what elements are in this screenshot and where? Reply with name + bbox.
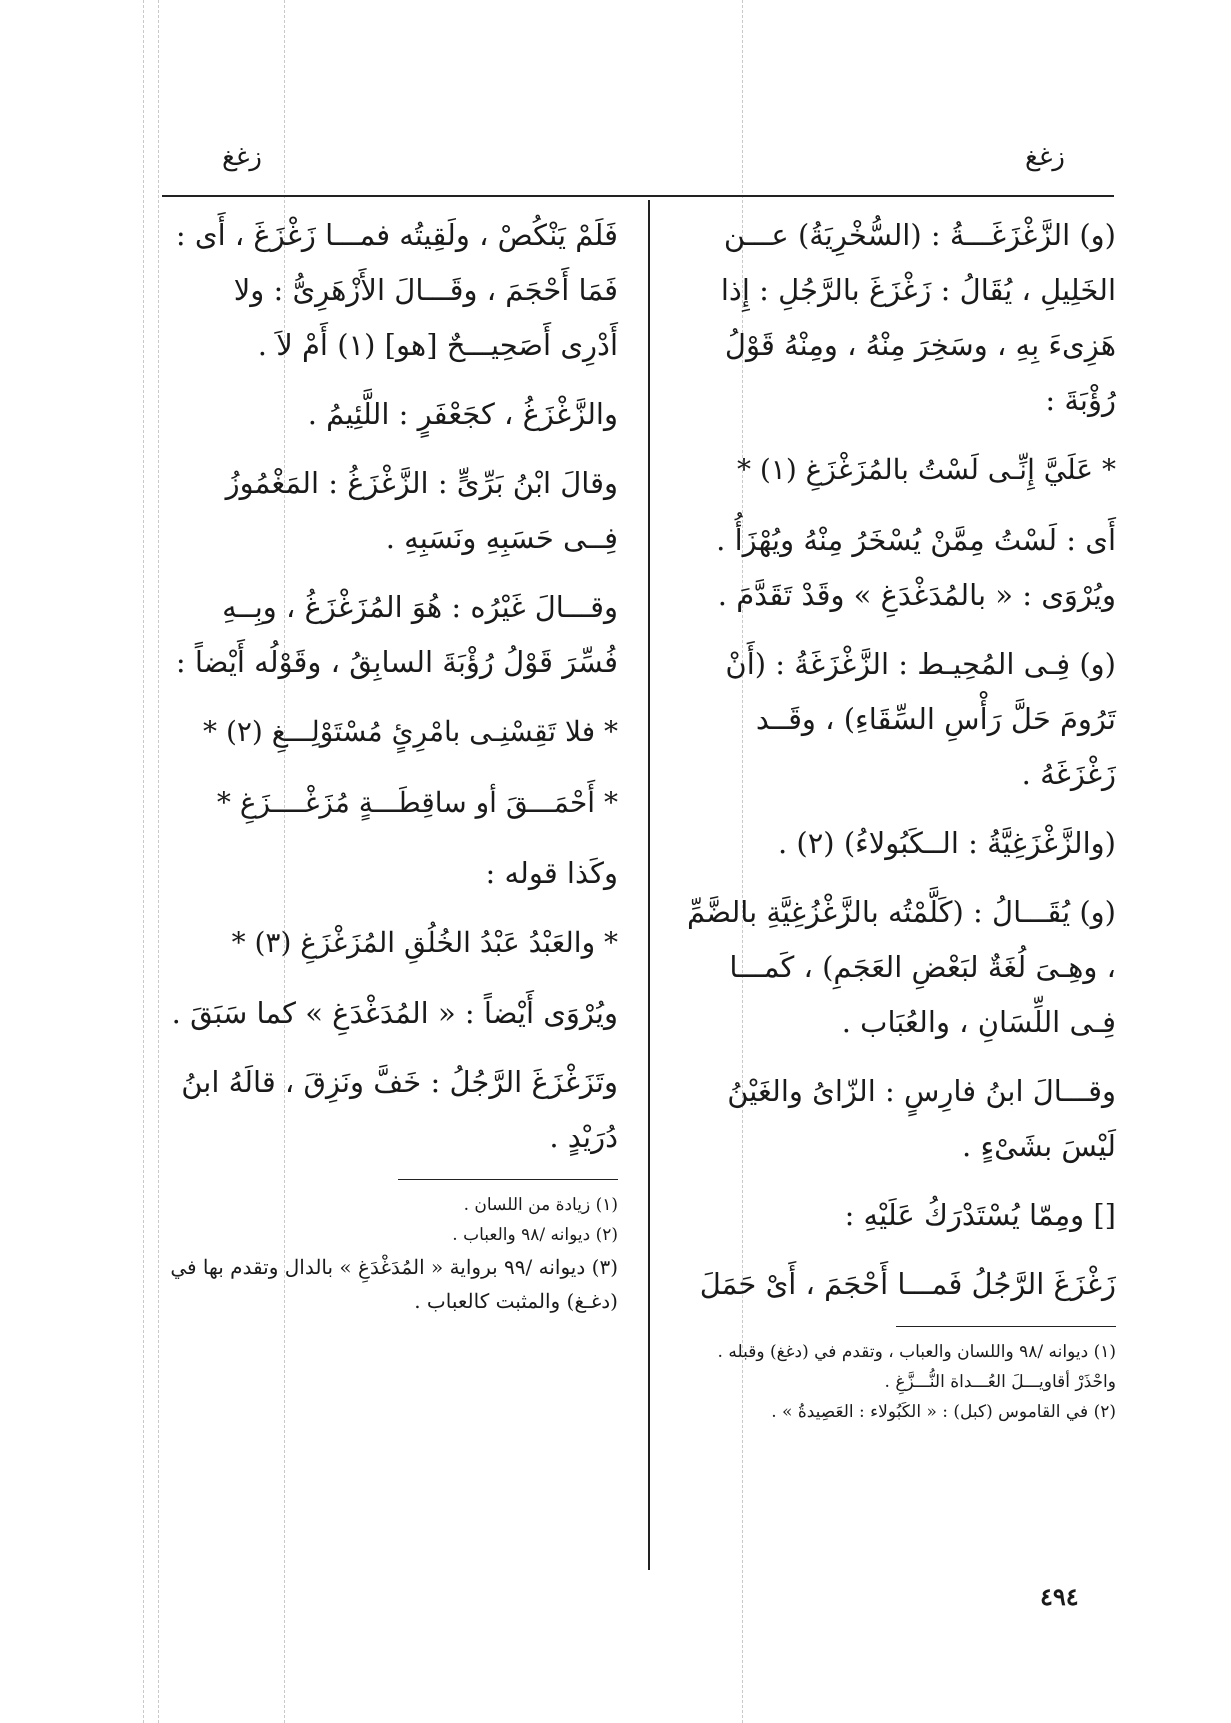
footnote: (٢) في القاموس (كبل) : « الكَبُولاء : العَصِيدةُ » . xyxy=(771,1402,1116,1422)
paragraph: أَى : لَسْتُ مِمَّنْ يُسْخَرُ مِنْهُ ويُهْزَأُ . ويُرْوَى : « بالمُدَغْدَغِ » وقَدْ تَقَدَّمَ . xyxy=(716,523,1116,612)
footnote: (٢) ديوانه /٩٨ والعباب . xyxy=(452,1225,618,1245)
running-header-right: زغغ xyxy=(1025,142,1065,172)
paragraph: ويُرْوَى أَيْضاً : « المُدَغْدَغِ » كما سَبَقَ . xyxy=(171,996,618,1030)
paragraph: وكَذا قوله : xyxy=(485,856,618,890)
header-rule xyxy=(162,195,1114,197)
footnote: (١) ديوانه /٩٨ واللسان والعباب ، وتقدم في (دغغ) وقبله . xyxy=(717,1342,1116,1362)
scan-guide-line xyxy=(143,0,144,1723)
paragraph: (والزَّغْزَغِيَّةُ : الــكَبُولاءُ) (٢) . xyxy=(777,826,1116,860)
right-column xyxy=(680,208,1116,1427)
paragraph: وقـــالَ ابنُ فارِسٍ : الزّاىُ والغَيْنُ لَيْسَ بشَىْءٍ . xyxy=(727,1074,1116,1163)
paragraph: (و) يُقَـــالُ : (كَلَّمْتُه بالزَّغْزُغِيَّةِ بالضَّمِّ ، وهِـىَ لُغَةٌ لبَعْضِ العَجَمِ) ، كَمـــا فِـى اللِّسَانِ ، والعُبَاب . xyxy=(687,895,1116,1039)
paragraph: (و) الزَّغْزَغَـــةُ : (السُّخْرِيَةُ) عـــن الخَلِيلِ ، يُقَالُ : زَغْزَغَ بالرَّجُلِ : إِذا هَزِىءَ بِهِ ، وسَخِرَ مِنْهُ ، ومِنْهُ قَوْلُ رُؤْبَةَ : xyxy=(720,218,1116,417)
paragraph: زَغْزَغَ الرَّجُلُ فَمـــا أَحْجَمَ ، أَىْ حَمَلَ xyxy=(699,1267,1116,1301)
footnote-rule xyxy=(896,1326,1116,1327)
running-header-left: زغغ xyxy=(222,142,262,172)
paragraph: وتَزَغْزَغَ الرَّجُلُ : خَفَّ ونَزِقَ ، قالَهُ ابنُ دُرَيْدٍ . xyxy=(181,1065,618,1154)
column-divider xyxy=(648,200,650,1570)
paragraph: وقـــالَ غَيْرُه : هُوَ المُزَغْزَغُ ، وبِــهِ فُسِّرَ قَوْلُ رُؤْبَةَ السابِقُ ، وقَوْلُه أَيْضاً : xyxy=(175,590,618,679)
footnote: (٣) ديوانه /٩٩ برواية « المُدَغْدَغِ » بالدال وتقدم بها في (دغـغ) والمثبت كالعباب . xyxy=(170,1255,618,1313)
scan-guide-line xyxy=(158,0,159,1723)
footnote: (١) زيادة من اللسان . xyxy=(463,1195,618,1215)
footnote: واحْذَرْ أقاويـــلَ العُـــداة النُّـــزَّغِ . xyxy=(884,1372,1116,1392)
paragraph: (و) فِـى المُحِيـط : الزَّغْزَغَةُ : (أَنْ تَرُومَ حَلَّ رَأْسِ السِّقَاءِ) ، وقَــد زَغْزَغَهُ . xyxy=(725,647,1116,791)
verse: * عَلَيَّ إِنِّـى لَسْتُ بالمُزَغْزَغِ (١) * xyxy=(736,453,1116,486)
paragraph: [] ومِمّا يُسْتَدْرَكُ عَلَيْهِ : xyxy=(844,1198,1116,1232)
paragraph: فَلَمْ يَنْكُصْ ، ولَقِيتُه فمـــا زَغْزَغَ ، أَى : فَمَا أَحْجَمَ ، وقَـــالَ الأَزْهَرِىُّ : ولا أَدْرِى أَصَحِيـــحٌ [هو] (١) أَمْ لاَ . xyxy=(175,218,618,362)
verse: * والعَبْدُ عَبْدُ الخُلُقِ المُزَغْزَغِ (٣) * xyxy=(231,926,618,959)
verse: * أَحْمَـــقَ أو ساقِطَـــةٍ مُزَغْــــزَغِ * xyxy=(216,786,618,819)
verse: * فلا تَقِسْنِـى بامْرِئٍ مُسْتَوْلِـــغِ (٢) * xyxy=(203,715,618,748)
paragraph: والزَّغْزَغُ ، كجَعْفَرٍ : اللَّئِيمُ . xyxy=(307,397,618,431)
footnote-rule xyxy=(398,1179,618,1180)
left-column xyxy=(168,208,618,1318)
paragraph: وقالَ ابْنُ بَرِّىٍّ : الزَّغْزَغُ : المَغْمُوزُ فِــى حَسَبِهِ ونَسَبِهِ . xyxy=(225,466,618,555)
page-number: ٤٩٤ xyxy=(1040,1582,1079,1611)
